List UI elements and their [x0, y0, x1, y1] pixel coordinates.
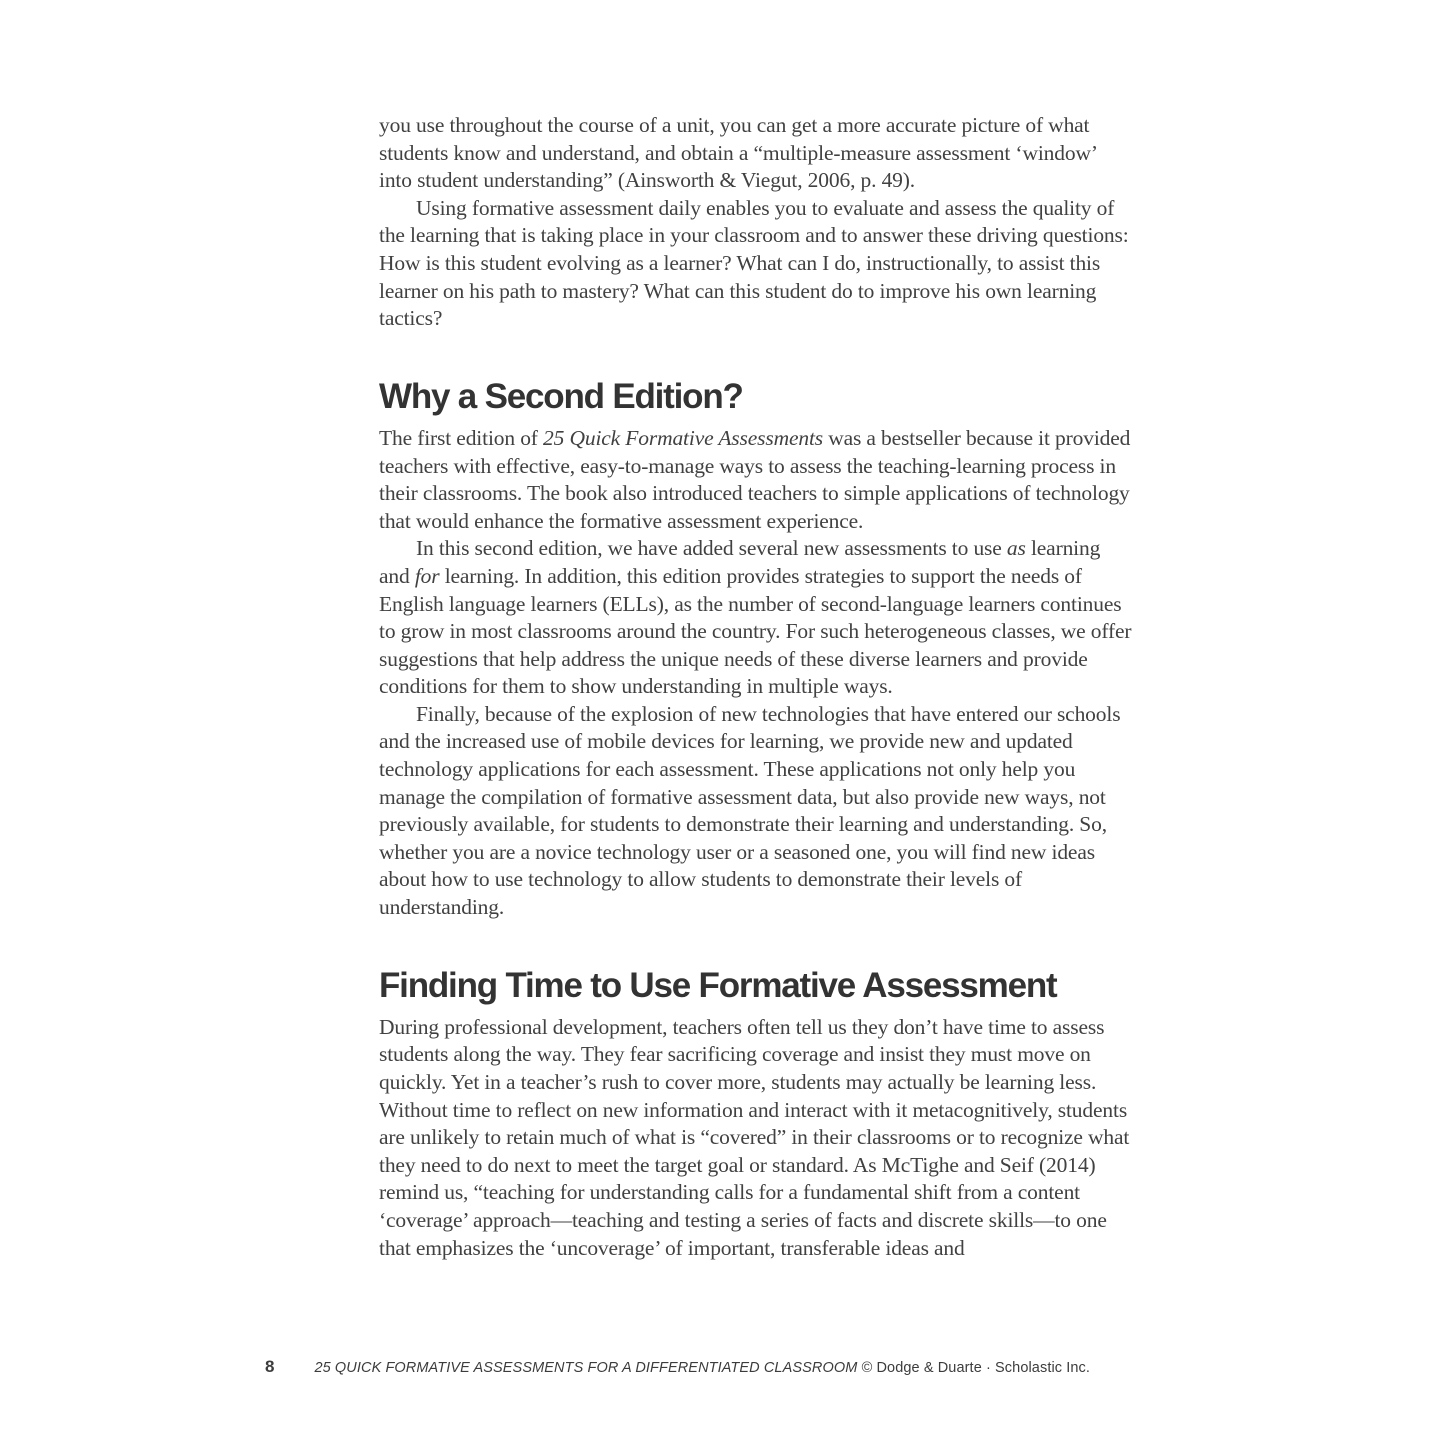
paragraph-using-formative-assessment: Using formative assessment daily enables you to evaluate and assess the quality of the learning that is taking place in your classroom and to answer these driving questions: How is this student evolving as a learner? What can I do, instructionally, to assist this learner on his path to mastery? What can this student do to improve his own learning tactics? — [379, 195, 1129, 331]
page-footer — [265, 1357, 1090, 1377]
footer-book-title: 25 QUICK FORMATIVE ASSESSMENTS FOR A DIFFERENTIATED CLASSROOM — [314, 1360, 858, 1376]
text-run: was a bestseller because it provided teachers with effective, easy-to-manage ways to assess the teaching-learning process in their classrooms. The book also introduced teachers to simple applications of technology that would enhance the formative assessment experience. — [379, 425, 1131, 533]
section-heading-why-a-second-edition: Why a Second Edition? — [379, 376, 743, 416]
section-heading-finding-time: Finding Time to Use Formative Assessment — [379, 965, 1057, 1005]
paragraph-new-technologies: Finally, because of the explosion of new technologies that have entered our schools and the increased use of mobile devices for learning, we provide new and updated technology applications for each assessment. These applications not only help you manage the compilation of formative assessment data, but also provide new ways, not previously available, for students to demonstrate their learning and understanding. So, whether you are a novice technology user or a seasoned one, you will find new ideas about how to use technology to allow students to demonstrate their levels of understanding. — [379, 701, 1121, 920]
paragraph-professional-development: During professional development, teachers often tell us they don’t have time to assess students along the way. They fear sacrificing coverage and insist they must move on quickly. Yet in a teacher’s rush to cover more, students may actually be learning less. Without time to reflect on new information and interact with it metacognitively, students are unlikely to retain much of what is “covered” in their classrooms or to recognize what they need to do next to meet the target goal or standard. As McTighe and Seif (2014) remind us, “teaching for understanding calls for a fundamental shift from a content ‘coverage’ approach—teaching and testing a series of facts and discrete skills—to one that emphasizes the ‘uncoverage’ of important, transferable ideas and — [379, 1014, 1130, 1260]
text-run: In this second edition, we have added several new assessments to use — [416, 536, 1007, 561]
text-run: The first edition of — [379, 425, 544, 450]
page-number: 8 — [265, 1357, 275, 1376]
paragraph-intro-continuation: you use throughout the course of a unit, you can get a more accurate picture of what students know and understand, and obtain a “multiple-measure assessment ‘window’ into student understanding” (Ainsworth & Viegut, 2006, p. 49). — [379, 113, 1097, 193]
footer-text — [314, 1360, 1090, 1376]
paragraph-second-edition-additions — [379, 535, 1132, 701]
text-run: learning and — [379, 536, 1101, 588]
book-title-italic-run: 25 Quick Formative Assessments — [543, 425, 823, 450]
text-run: learning. In addition, this edition provides strategies to support the needs of English language learners (ELLs), as the number of second-language learners continues to grow in most classrooms around the country. For such heterogeneous classes, we offer suggestions that help address the unique needs of these diverse learners and provide conditions for them to show understanding in multiple ways. — [379, 563, 1132, 699]
italic-run-for: for — [414, 563, 440, 588]
italic-run-as: as — [1006, 536, 1026, 561]
paragraph-first-edition — [379, 425, 1132, 535]
footer-credit: © Dodge & Duarte · Scholastic Inc. — [861, 1360, 1091, 1376]
page-content — [379, 112, 1132, 1262]
